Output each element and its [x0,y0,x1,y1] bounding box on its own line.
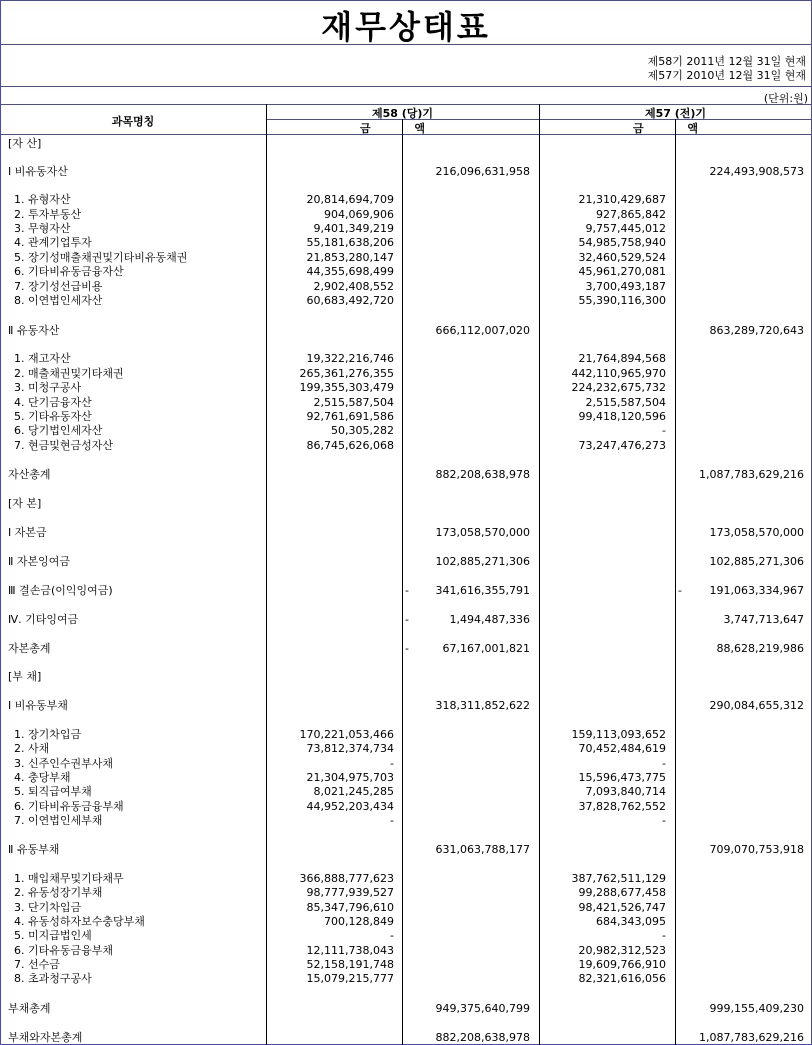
current-detail-amount: 199,355,303,479 [299,381,394,394]
page-title: 재무상태표 [321,8,491,46]
table-row [0,526,812,540]
title-divider [0,44,812,45]
current-period: 제58기 2011년 12월 31일 현재 [647,55,806,68]
account-label: 4. 단기금융자산 [14,396,92,409]
unit-label: (단위:원) [763,92,808,105]
table-row [0,396,812,410]
prior-total-amount: 102,885,271,306 [709,555,804,568]
table-row [0,742,812,756]
current-total-amount: 173,058,570,000 [435,526,530,539]
table-row [0,381,812,395]
current-detail-amount: 60,683,492,720 [306,294,394,307]
table-row [0,410,812,424]
prior-total-amount: 1,087,783,629,216 [699,468,804,481]
header-prior: 제57 (전)기 [644,107,707,120]
account-label: 1. 장기차입금 [14,728,82,741]
prior-period: 제57기 2010년 12월 31일 현재 [647,69,806,82]
prior-detail-amount: 442,110,965,970 [571,367,666,380]
current-negative-sign: - [405,613,409,626]
current-detail-amount: 904,069,906 [324,208,394,221]
current-detail-amount: 700,128,849 [324,915,394,928]
prior-detail-amount: 19,609,766,910 [578,958,666,971]
current-detail-amount: 12,111,738,043 [306,944,394,957]
account-label: Ⅳ. 기타잉여금 [8,613,79,626]
current-detail-amount: - [390,814,394,827]
prior-detail-amount: 159,113,093,652 [571,728,666,741]
account-label: 3. 단기차입금 [14,901,82,914]
account-label: 3. 미청구공사 [14,381,82,394]
table-row [0,367,812,381]
current-total-amount: 882,208,638,978 [435,1031,530,1044]
table-row [0,1031,812,1045]
account-label: Ⅱ 유동자산 [8,324,60,337]
prior-total-amount: 173,058,570,000 [709,526,804,539]
table-row [0,915,812,929]
account-label: 3. 무형자산 [14,222,71,235]
prior-detail-amount: 54,985,758,940 [578,236,666,249]
prior-negative-sign: - [678,584,682,597]
account-label: 부채와자본총계 [8,1031,83,1044]
current-negative-sign: - [405,584,409,597]
table-row [0,1002,812,1016]
prior-detail-amount: 82,321,616,056 [578,972,666,985]
account-label: 6. 기타유동금융부채 [14,944,113,957]
current-detail-amount: 85,347,796,610 [306,901,394,914]
table-row [0,886,812,900]
prior-detail-amount: - [662,814,666,827]
table-row [0,208,812,222]
table-row [0,814,812,828]
prior-total-amount: 3,747,713,647 [723,613,804,626]
account-label: [부 채] [8,670,42,683]
current-total-amount: 67,167,001,821 [442,642,530,655]
current-detail-amount: 20,814,694,709 [306,193,394,206]
account-label: 4. 관계기업투자 [14,236,92,249]
prior-detail-amount: 9,757,445,012 [585,222,666,235]
account-label: 7. 선수금 [14,958,60,971]
prior-detail-amount: 32,460,529,524 [578,251,666,264]
account-label: Ⅲ 결손금(이익잉여금) [8,584,113,597]
prior-detail-amount: 37,828,762,552 [578,800,666,813]
account-label: 자본총계 [8,642,51,655]
account-label: Ⅱ 유동부채 [8,843,60,856]
account-label: 8. 초과청구공사 [14,972,92,985]
current-detail-amount: 19,322,216,746 [306,352,394,365]
prior-detail-amount: 73,247,476,273 [578,439,666,452]
current-detail-amount: 52,158,191,748 [306,958,394,971]
prior-detail-amount: 7,093,840,714 [585,785,666,798]
current-detail-amount: 98,777,939,527 [306,886,394,899]
table-row [0,728,812,742]
prior-total-amount: 191,063,334,967 [709,584,804,597]
prior-detail-amount: 21,764,894,568 [578,352,666,365]
current-detail-amount: 86,745,626,068 [306,439,394,452]
account-label: 6. 당기법인세자산 [14,424,103,437]
account-label: 5. 퇴직급여부채 [14,785,92,798]
table-row [0,944,812,958]
current-detail-amount: 15,079,215,777 [306,972,394,985]
table-row [0,670,812,684]
account-label: 7. 장기성선급비용 [14,280,103,293]
current-detail-amount: 2,902,408,552 [313,280,394,293]
table-row [0,584,812,598]
current-total-amount: 216,096,631,958 [435,165,530,178]
current-total-amount: 949,375,640,799 [435,1002,530,1015]
account-label: 1. 유형자산 [14,193,71,206]
table-row [0,901,812,915]
current-detail-amount: - [390,929,394,942]
prior-detail-amount: 98,421,526,747 [578,901,666,914]
current-total-amount: 1,494,487,336 [449,613,530,626]
current-total-amount: 631,063,788,177 [435,843,530,856]
account-label: [자 본] [8,497,42,510]
account-label: 5. 장기성매출채권및기타비유동채권 [14,251,188,264]
prior-detail-amount: 70,452,484,619 [578,742,666,755]
header-account: 과목명칭 [111,115,155,128]
prior-detail-amount: 224,232,675,732 [571,381,666,394]
prior-detail-amount: 55,390,116,300 [578,294,666,307]
current-detail-amount: 92,761,691,586 [306,410,394,423]
current-detail-amount: 366,888,777,623 [299,872,394,885]
prior-detail-amount: 684,343,095 [596,915,666,928]
prior-detail-amount: 927,865,842 [596,208,666,221]
prior-detail-amount: 387,762,511,129 [571,872,666,885]
table-row [0,699,812,713]
current-negative-sign: - [405,642,409,655]
prior-detail-amount: 20,982,312,523 [578,944,666,957]
account-label: 7. 이연법인세부채 [14,814,103,827]
account-label: 2. 사채 [14,742,50,755]
table-row [0,294,812,308]
period-divider [0,86,812,87]
prior-total-amount: 709,070,753,918 [709,843,804,856]
table-row [0,265,812,279]
table-row [0,800,812,814]
current-detail-amount: - [390,757,394,770]
current-detail-amount: 21,304,975,703 [306,771,394,784]
table-row [0,497,812,511]
current-detail-amount: 2,515,587,504 [313,396,394,409]
table-row [0,468,812,482]
prior-detail-amount: - [662,929,666,942]
current-total-amount: 318,311,852,622 [435,699,530,712]
account-label: 6. 기타비유동금융자산 [14,265,124,278]
current-detail-amount: 55,181,638,206 [306,236,394,249]
account-label: 2. 투자부동산 [14,208,82,221]
header-current: 제58 (당)기 [371,107,434,120]
current-detail-amount: 44,952,203,434 [306,800,394,813]
table-row [0,352,812,366]
current-total-amount: 666,112,007,020 [435,324,530,337]
account-label: 자산총계 [8,468,51,481]
prior-total-amount: 224,493,908,573 [709,165,804,178]
account-label: 3. 신주인수권부사채 [14,757,113,770]
account-label: Ⅰ 자본금 [8,526,47,539]
current-detail-amount: 44,355,698,499 [306,265,394,278]
prior-detail-amount: 99,288,677,458 [578,886,666,899]
table-row [0,137,812,151]
table-row [0,843,812,857]
account-label: 부채총계 [8,1002,51,1015]
current-detail-amount: 9,401,349,219 [313,222,394,235]
header-current-amount: 금 액 [359,122,446,135]
table-row [0,555,812,569]
prior-total-amount: 999,155,409,230 [709,1002,804,1015]
current-total-amount: 341,616,355,791 [435,584,530,597]
account-label: 4. 충당부채 [14,771,71,784]
current-detail-amount: 170,221,053,466 [299,728,394,741]
table-row [0,929,812,943]
current-detail-amount: 21,853,280,147 [306,251,394,264]
current-detail-amount: 8,021,245,285 [313,785,394,798]
current-total-amount: 882,208,638,978 [435,468,530,481]
table-row [0,958,812,972]
current-total-amount: 102,885,271,306 [435,555,530,568]
prior-detail-amount: 99,418,120,596 [578,410,666,423]
prior-total-amount: 290,084,655,312 [709,699,804,712]
table-row [0,439,812,453]
table-row [0,613,812,627]
prior-total-amount: 1,087,783,629,216 [699,1031,804,1044]
table-row [0,771,812,785]
account-label: Ⅱ 자본잉여금 [8,555,71,568]
prior-total-amount: 88,628,219,986 [716,642,804,655]
account-label: Ⅰ 비유동자산 [8,165,68,178]
account-label: [자 산] [8,137,42,150]
table-row [0,280,812,294]
account-label: 6. 기타비유동금융부채 [14,800,124,813]
table-row [0,236,812,250]
account-label: 2. 매출채권및기타채권 [14,367,124,380]
header-prior-amount: 금 액 [632,122,719,135]
table-row [0,757,812,771]
account-label: 1. 재고자산 [14,352,71,365]
table-row [0,785,812,799]
table-row [0,165,812,179]
table-row [0,324,812,338]
account-label: 5. 기타유동자산 [14,410,92,423]
table-row [0,642,812,656]
prior-total-amount: 863,289,720,643 [709,324,804,337]
prior-detail-amount: 21,310,429,687 [578,193,666,206]
current-detail-amount: 50,305,282 [331,424,394,437]
prior-detail-amount: 15,596,473,775 [578,771,666,784]
account-label: 1. 매입채무및기타채무 [14,872,124,885]
account-label: Ⅰ 비유동부채 [8,699,68,712]
prior-detail-amount: 45,961,270,081 [578,265,666,278]
table-row [0,193,812,207]
prior-detail-amount: - [662,757,666,770]
table-row [0,872,812,886]
current-detail-amount: 73,812,374,734 [306,742,394,755]
table-row [0,972,812,986]
account-label: 8. 이연법인세자산 [14,294,103,307]
account-label: 4. 유동성하자보수충당부채 [14,915,145,928]
account-label: 2. 유동성장기부채 [14,886,103,899]
prior-detail-amount: 3,700,493,187 [585,280,666,293]
prior-detail-amount: - [662,424,666,437]
prior-detail-amount: 2,515,587,504 [585,396,666,409]
table-row [0,222,812,236]
table-row [0,424,812,438]
account-label: 7. 현금및현금성자산 [14,439,113,452]
current-detail-amount: 265,361,276,355 [299,367,394,380]
account-label: 5. 미지급법인세 [14,929,92,942]
table-row [0,251,812,265]
